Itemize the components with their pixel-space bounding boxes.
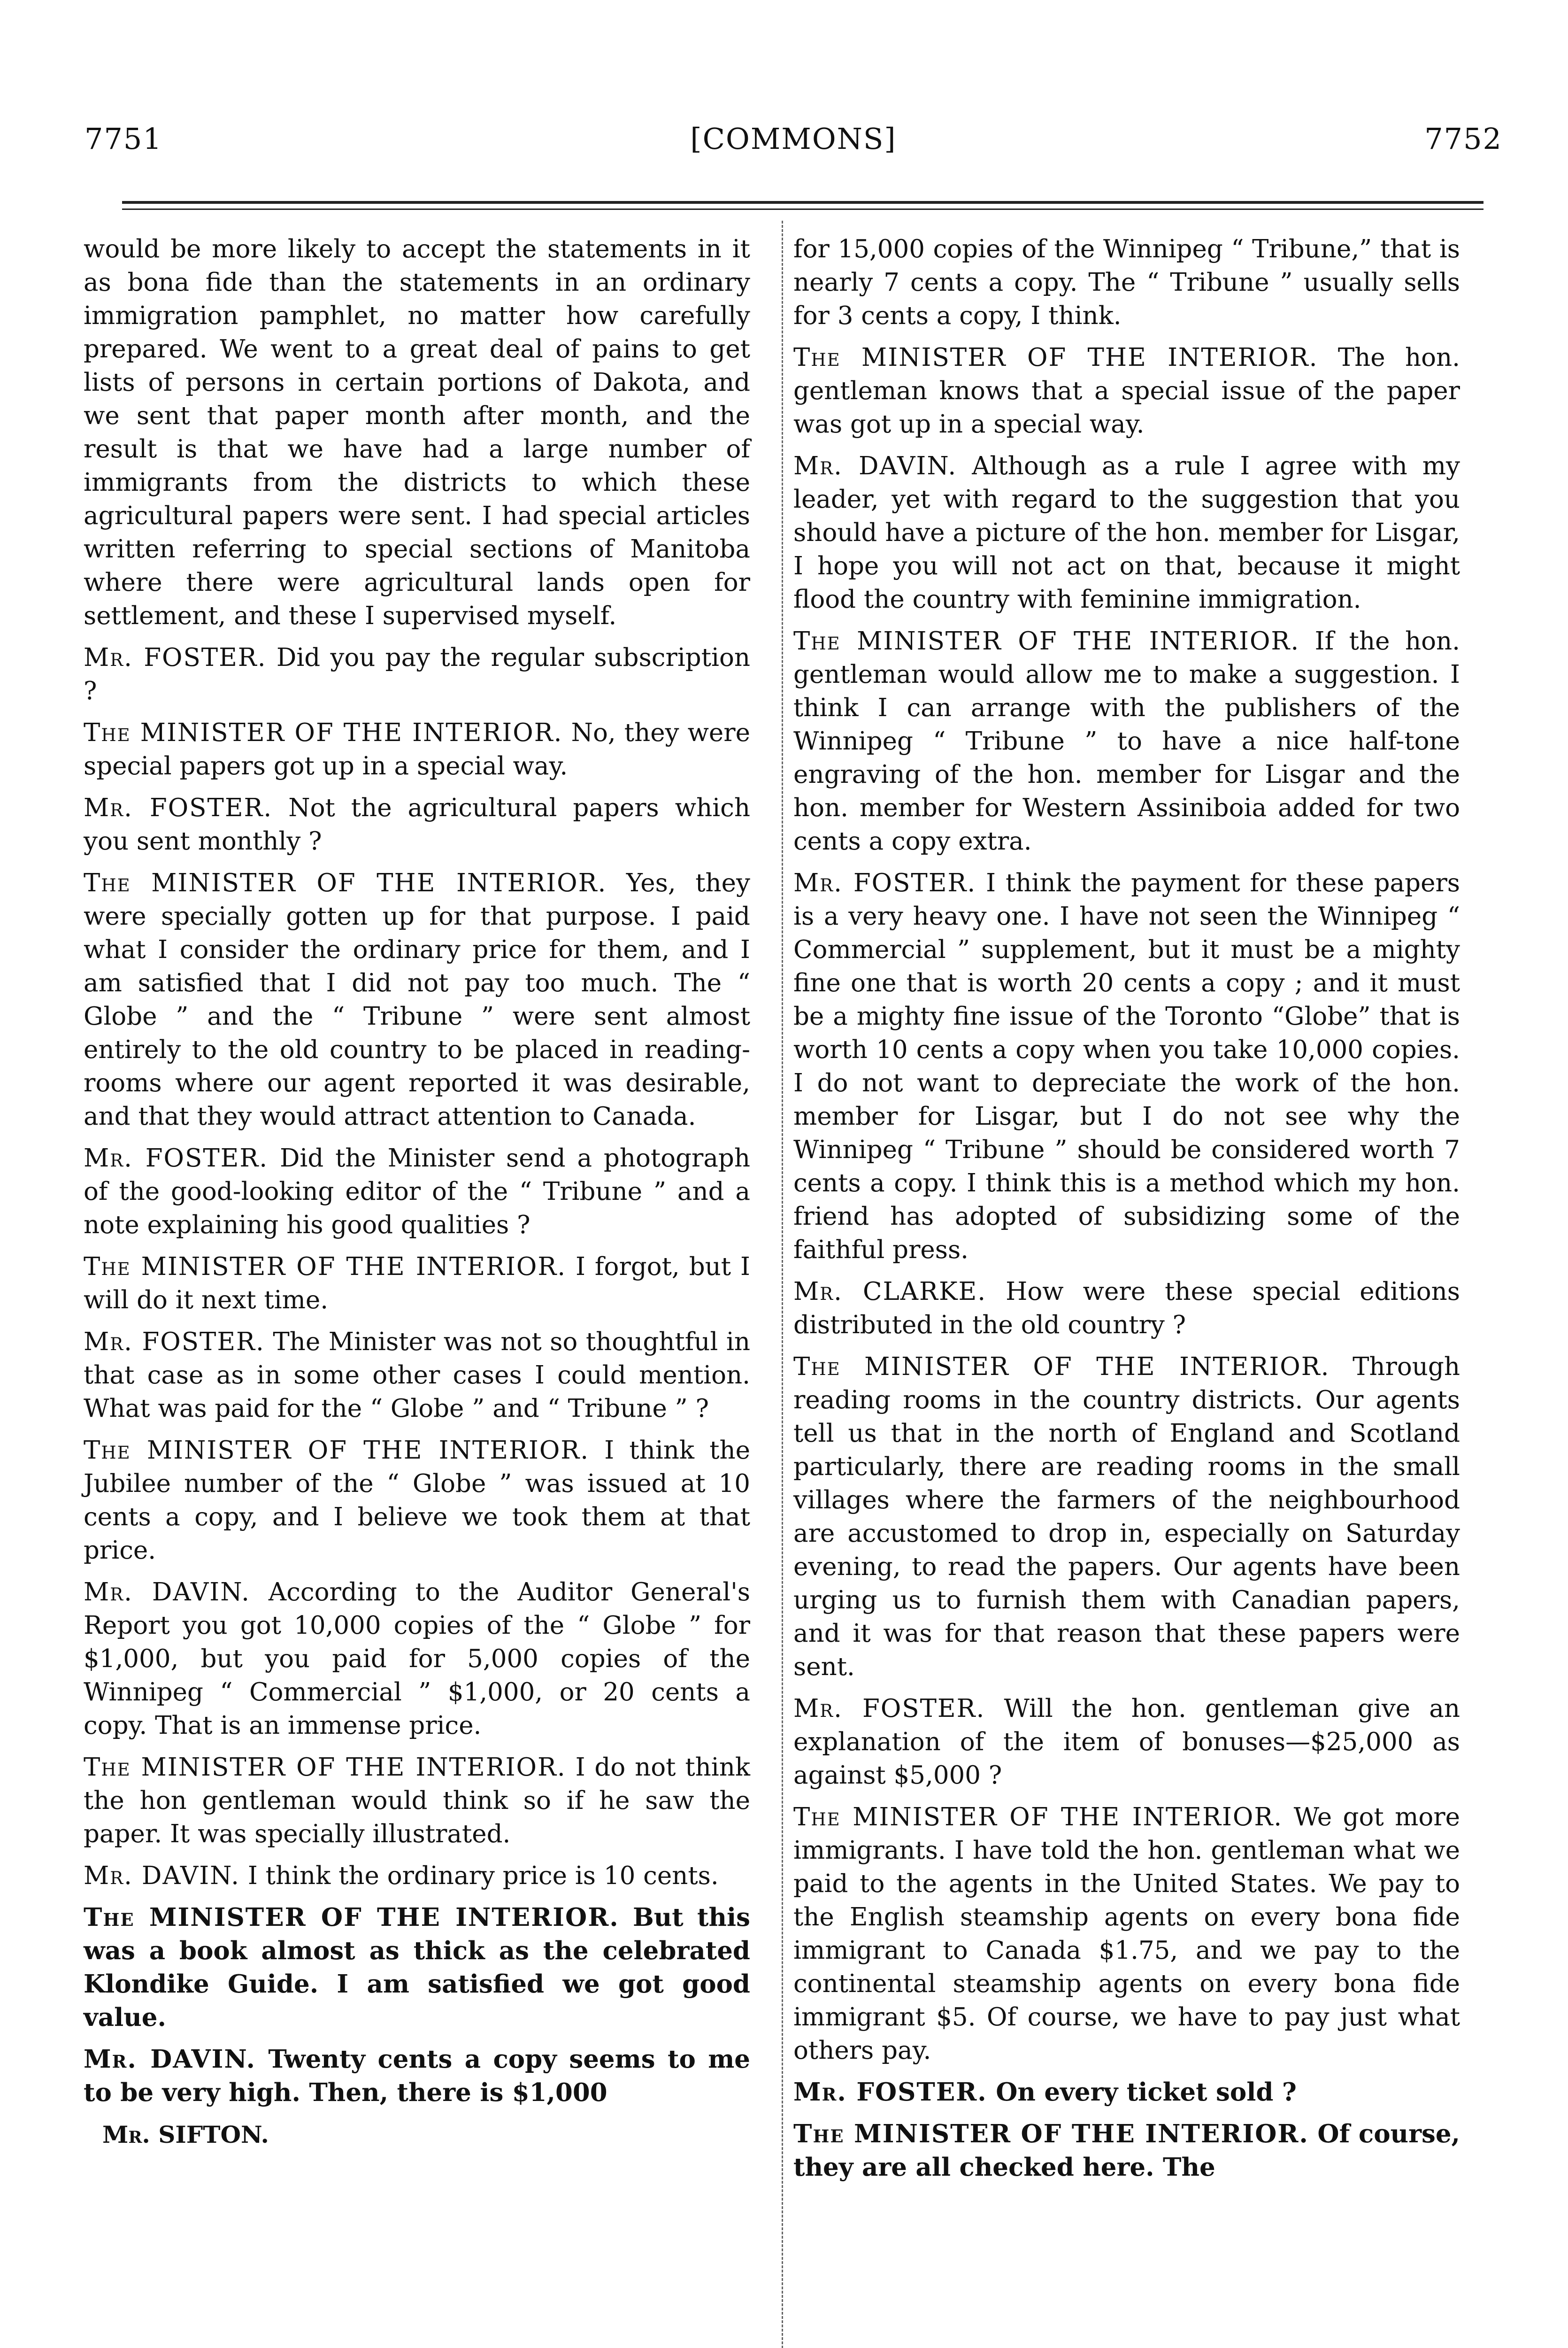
- speech-text: On every ticket sold ?: [996, 2078, 1297, 2107]
- speech-text: Yes, they were specially gotten up for that purpose. I paid what I consider the ordinary price for them, and I am satisfied that I did not pay too much. The “ Globe ” and the “ Tribune ” were sent almost entirely to the old country to be placed in reading-rooms where our agent reported it was desirable, and that they would attract attention to Canada.: [84, 869, 750, 1131]
- speaker-name: Mr. FOSTER.: [793, 869, 976, 897]
- speech-text: Of course, they are all checked here. The: [793, 2119, 1460, 2182]
- speaker-name: The MINISTER OF THE INTERIOR.: [793, 2119, 1309, 2148]
- column-divider: [782, 221, 783, 2348]
- paragraph: [793, 1800, 1460, 2067]
- speech-text: We got more immigrants. I have told the hon. gentleman what we paid to the agents in the United States. We pay to the English steamship agents on every bona fide immigrant to Canada $1.75, and we pay to the continental steamship agents on every bona fide immigrant $5. Of course, we have to pay just what others pay.: [793, 1803, 1460, 2065]
- header-rule: [122, 201, 1483, 204]
- paragraph: [793, 2076, 1460, 2109]
- paragraph: [793, 2117, 1460, 2184]
- speech-text: Did the Minister send a photograph of the good-looking editor of the “ Tribune ” and a note explaining his good qualities ?: [84, 1144, 750, 1239]
- speaker-name: Mr. FOSTER.: [84, 1328, 265, 1356]
- speech-text: According to the Auditor General's Report you got 10,000 copies of the “ Globe ” for $1,000, but you paid for 5,000 copies of the Winnipeg “ Commercial ” $1,000, or 20 cents a copy. That is an immense price.: [84, 1578, 750, 1740]
- right-page-number: 7752: [1424, 121, 1502, 156]
- speech-text: I forgot, but I will do it next time.: [84, 1252, 750, 1314]
- paragraph: [84, 2043, 750, 2109]
- trailing-speaker-name: Mr. SIFTON.: [102, 2121, 269, 2148]
- paragraph: [84, 1250, 750, 1317]
- paragraph: [84, 791, 750, 858]
- speaker-name: Mr. DAVIN.: [84, 1578, 251, 1607]
- paragraph: [84, 1325, 750, 1425]
- right-column: [793, 232, 1460, 2193]
- speech-text: Not the agricultural papers which you sent monthly ?: [84, 794, 750, 856]
- speech-text: I think the ordinary price is 10 cents.: [247, 1861, 719, 1890]
- paragraph: [84, 1859, 750, 1892]
- header-rule-thin: [122, 209, 1483, 210]
- speaker-name: The MINISTER OF THE INTERIOR.: [84, 1252, 567, 1281]
- left-page-number: 7751: [85, 121, 162, 156]
- speech-text: Twenty cents a copy seems to me to be very high. Then, there is $1,000: [84, 2045, 750, 2107]
- left-column: [84, 232, 750, 2151]
- paragraph: [84, 866, 750, 1133]
- speech-text: Although as a rule I agree with my leader, yet with regard to the suggestion that you should have a picture of the hon. member for Lisgar, I hope you will not act on that, because it might flood the country with feminine immigration.: [793, 452, 1460, 614]
- paragraph: [84, 1142, 750, 1242]
- paragraph: [84, 1576, 750, 1742]
- speech-text: The Minister was not so thoughtful in that case as in some other cases I could mention. What was paid for the “ Globe ” and “ Tribune ” ?: [84, 1328, 750, 1423]
- paragraph: [793, 1275, 1460, 1342]
- speaker-name: The MINISTER OF THE INTERIOR.: [84, 1753, 566, 1782]
- speaker-name: Mr. DAVIN.: [793, 452, 957, 480]
- speaker-name: Mr. FOSTER.: [84, 794, 273, 822]
- paragraph: [793, 625, 1460, 858]
- speech-text: No, they were special papers got up in a special way.: [84, 718, 750, 780]
- speech-text: Through reading rooms in the country districts. Our agents tell us that in the north of England and Scotland particularly, there are reading rooms in the small villages where the farmers of the neighbourhood are accustomed to drop in, especially on Saturday evening, to read the papers. Our agents have been urging us to furnish them with Canadian papers, and it was for that reason that these papers were sent.: [793, 1352, 1460, 1681]
- paragraph: would be more likely to accept the statements in it as bona fide than the statements in an ordinary immigration pamphlet, no matter how carefully prepared. We went to a great deal of pains to get lists of persons in certain portions of Dakota, and we sent that paper month after month, and the result is that we have had a large number of immigrants from the districts to which these agricultural papers were sent. I had special articles written referring to special sections of Manitoba where there were agricultural lands open for settlement, and these I supervised myself.: [84, 235, 750, 630]
- speech-text: But this was a book almost as thick as the celebrated Klondike Guide. I am satisfied we got good value.: [84, 1903, 750, 2032]
- paragraph: [793, 866, 1460, 1267]
- speaker-name: The MINISTER OF THE INTERIOR.: [793, 627, 1300, 656]
- paragraph: [793, 1692, 1460, 1792]
- speaker-name: The MINISTER OF THE INTERIOR.: [84, 869, 607, 897]
- speaker-name: Mr. DAVIN.: [84, 1861, 240, 1890]
- speech-text: Did you pay the regular subscription ?: [84, 643, 750, 705]
- speaker-name: The MINISTER OF THE INTERIOR.: [793, 1803, 1283, 1831]
- paragraph: [793, 341, 1460, 441]
- speaker-name: The MINISTER OF THE INTERIOR.: [84, 1903, 619, 1932]
- speaker-name: The MINISTER OF THE INTERIOR.: [793, 1352, 1330, 1381]
- speech-text: The hon. gentleman knows that a special issue of the paper was got up in a special way.: [793, 343, 1460, 439]
- speaker-name: Mr. CLARKE.: [793, 1277, 987, 1306]
- paragraph: [793, 449, 1460, 616]
- paragraph: [84, 641, 750, 708]
- speech-text: I think the payment for these papers is a very heavy one. I have not seen the Winnipeg “ Commercial ” supplement, but it must be a mighty fine one that is worth 20 cents a copy ; and it must be a mighty fine issue of the Toronto “Globe” that is worth 10 cents a copy when you take 10,000 copies. I do not want to depreciate the work of the hon. member for Lisgar, but I do not see why the Winnipeg “ Tribune ” should be considered worth 7 cents a copy. I think this is a method which my hon. friend has adopted of subsidizing some of the faithful press.: [793, 869, 1460, 1264]
- speaker-name: The MINISTER OF THE INTERIOR.: [793, 343, 1318, 372]
- paragraph: [84, 716, 750, 783]
- speaker-name: The MINISTER OF THE INTERIOR.: [84, 718, 563, 747]
- paragraph: [84, 1434, 750, 1567]
- page-title: [COMMONS]: [690, 121, 897, 156]
- paragraph: for 15,000 copies of the Winnipeg “ Tribune,” that is nearly 7 cents a copy. The “ Tribune ” usually sells for 3 cents a copy, I think.: [793, 235, 1460, 330]
- speaker-name: Mr. DAVIN.: [84, 2045, 256, 2074]
- speaker-name: Mr. FOSTER.: [84, 643, 267, 672]
- paragraph: [84, 1751, 750, 1851]
- page-header: [85, 113, 1502, 164]
- speaker-name: Mr. FOSTER.: [793, 1694, 985, 1723]
- speech-text: How were these special editions distributed in the old country ?: [793, 1277, 1460, 1339]
- speech-text: I think the Jubilee number of the “ Globe ” was issued at 10 cents a copy, and I believe we took them at that price.: [84, 1436, 750, 1565]
- paragraph: [793, 1350, 1460, 1684]
- speech-text: Will the hon. gentleman give an explanation of the item of bonuses—$25,000 as against $5,000 ?: [793, 1694, 1460, 1790]
- speaker-name: Mr. FOSTER.: [793, 2078, 987, 2107]
- paragraph: [84, 1901, 750, 2034]
- speaker-name: The MINISTER OF THE INTERIOR.: [84, 1436, 590, 1465]
- speech-text: I do not think the hon gentleman would think so if he saw the paper. It was specially illustrated.: [84, 1753, 750, 1848]
- speech-text: If the hon. gentleman would allow me to make a suggestion. I think I can arrange with the publishers of the Winnipeg “ Tribune ” to have a nice half-tone engraving of the hon. member for Lisgar and the hon. member for Western Assiniboia added for two cents a copy extra.: [793, 627, 1460, 856]
- speaker-name: Mr. FOSTER.: [84, 1144, 269, 1173]
